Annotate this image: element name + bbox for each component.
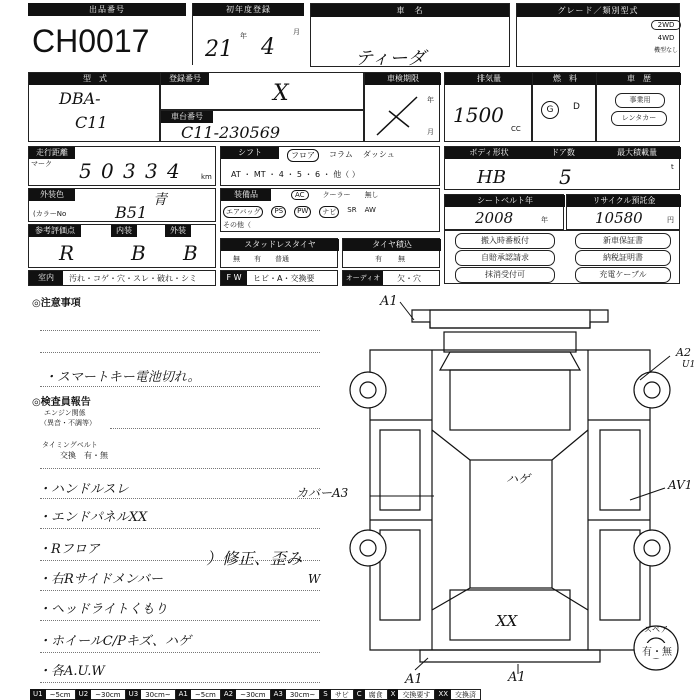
lot-number-box xyxy=(28,3,186,65)
seatbelt-year: 2008 xyxy=(475,209,514,227)
studless-yes: 有 xyxy=(254,255,261,263)
interior-cond-items: 汚れ・コゲ・穴・スレ・破れ・シミ xyxy=(69,274,197,283)
docs-box xyxy=(444,230,680,284)
doc-cancel: 抹消受付可 xyxy=(455,267,555,283)
color-label: 外装色 xyxy=(29,189,75,201)
legend-key: X xyxy=(388,689,399,700)
mileage-digit: 3 xyxy=(123,159,136,183)
displacement-label: 排気量 xyxy=(445,73,533,85)
legend-value: 交換要す xyxy=(398,689,435,700)
studless-box xyxy=(220,238,338,268)
door-count: 5 xyxy=(559,165,572,189)
legend-value: 交換済 xyxy=(451,689,481,700)
note-1: ・スマートキー電池切れ。 xyxy=(44,370,201,385)
inspection-item: ・ハンドルスレ xyxy=(38,482,129,497)
car-name-label: 車 名 xyxy=(311,4,509,17)
mileage-digit: 3 xyxy=(145,159,158,183)
model-label: 型 式 xyxy=(29,73,161,85)
recycle-unit: 円 xyxy=(667,216,674,224)
equip-ps: PS xyxy=(271,206,286,218)
chassis-box xyxy=(160,110,364,142)
engine-label: エンジン関係 xyxy=(44,409,86,417)
damage-av1: AV1 xyxy=(668,478,693,492)
legend-key: A1 xyxy=(176,689,191,700)
seatbelt-label: シートベルト年 xyxy=(445,195,565,207)
grade-box xyxy=(516,3,680,67)
month-unit: 月 xyxy=(293,28,300,36)
load-label: 最大積載量 xyxy=(593,147,681,159)
equipment-box xyxy=(220,188,440,232)
equip-ac: AC xyxy=(291,190,309,200)
exterior-score: B xyxy=(183,241,198,265)
engine-sub: （異音・不調等） xyxy=(40,419,96,427)
shift-dash: ダッシュ xyxy=(362,150,395,159)
reg-no-box xyxy=(160,72,364,110)
shift-box xyxy=(220,146,440,186)
first-registration-box xyxy=(192,3,304,65)
doors-label: ドア数 xyxy=(533,147,593,159)
doc-warranty: 新車保証書 xyxy=(575,233,671,249)
legend-key: A2 xyxy=(221,689,236,700)
car-name: ティーダ xyxy=(355,48,426,69)
mileage-box xyxy=(28,146,216,186)
history-business: 事業用 xyxy=(615,93,665,108)
shift-floor: フロア xyxy=(287,149,319,162)
equip-airbag: エアバッグ xyxy=(223,206,263,218)
body-type: HB xyxy=(477,167,506,188)
inspection-item: ・エンドパネルXX xyxy=(38,510,148,525)
doc-insurance: 自賠承認請求 xyxy=(455,250,555,266)
timing-label: タイミングベルト xyxy=(42,441,98,449)
body-box xyxy=(444,146,680,190)
legend-value: ~30cm xyxy=(236,689,270,700)
lot-number-label: 出品番号 xyxy=(28,3,186,16)
doc-cable: 充電ケーブル xyxy=(575,267,671,283)
equip-other: その他（ xyxy=(223,221,251,229)
damage-a1-rear-right: A1 xyxy=(508,670,526,685)
history-rental: レンタカー xyxy=(611,111,667,126)
fuel-d: D xyxy=(573,102,580,112)
damage-roof: ハゲ xyxy=(506,472,531,486)
year-unit: 年 xyxy=(240,32,247,40)
shift-label: シフト xyxy=(221,147,279,159)
legend-value: サビ xyxy=(331,689,354,700)
inspection-item: ・右Rサイドメンバー xyxy=(38,572,163,587)
inspection-year: 年 xyxy=(427,96,434,104)
recycle-label: リサイクル預託金 xyxy=(567,195,681,207)
fuel-label: 燃 料 xyxy=(533,73,597,85)
tire-no: 無 xyxy=(398,255,405,263)
color: 青 xyxy=(153,192,167,208)
lot-number: CH0017 xyxy=(32,23,150,59)
legend-key: S xyxy=(320,689,330,700)
model-2: C11 xyxy=(75,113,108,132)
interior-cond-label: 室内 xyxy=(29,271,63,285)
timing-value: 交換 有・無 xyxy=(60,451,108,460)
color-no-label: (カラーNo xyxy=(33,210,67,218)
mileage-digit: 4 xyxy=(167,159,180,183)
eval-label: 参考評価点 xyxy=(29,225,81,237)
inspection-box xyxy=(364,72,440,142)
reg-month: 4 xyxy=(261,35,275,60)
color-no: B51 xyxy=(115,203,148,222)
fuel-box xyxy=(532,72,596,142)
cc-unit: CC xyxy=(511,125,521,133)
mileage-digit: 0 xyxy=(101,159,114,183)
seatbelt-box xyxy=(444,194,564,230)
doc-tax: 納税証明書 xyxy=(575,250,671,266)
inspector-title: ◎検査員報告 xyxy=(32,397,91,408)
reg-no-label: 登録番号 xyxy=(161,73,209,85)
damage-a1-rear-left: A1 xyxy=(405,672,423,687)
legend-key: C xyxy=(354,689,365,700)
equip-aw: AW xyxy=(364,206,376,214)
history-box xyxy=(596,72,680,142)
damage-xx: XX xyxy=(496,612,518,630)
equip-none: 無し xyxy=(364,191,379,199)
spare-value: 有・無 xyxy=(642,643,672,658)
legend-value: 腐食 xyxy=(365,689,388,700)
studless-none: 無 xyxy=(233,255,240,263)
chassis-label: 車台番号 xyxy=(161,111,213,123)
fw-items: ヒビ・A・交換要 xyxy=(253,274,315,283)
eval-box xyxy=(28,224,216,268)
doc-plate: 搬入時番板付 xyxy=(455,233,555,249)
legend-key: U1 xyxy=(30,689,46,700)
meter-label: マーク xyxy=(31,160,52,168)
drive-unknown: 機型なし xyxy=(653,47,678,54)
interior-score: B xyxy=(131,241,146,265)
equip-navi: ナビ xyxy=(319,206,339,218)
chassis-number: C11-230569 xyxy=(181,123,281,142)
studless-label: スタッドレスタイヤ xyxy=(221,239,339,251)
km-unit: km xyxy=(201,173,212,181)
grade-label: グレード／類別型式 xyxy=(517,4,679,17)
recycle-amount: 10580 xyxy=(595,209,643,227)
inspection-item: ・ホイールC/Pキズ、ハゲ xyxy=(38,634,191,649)
fw-label: F W xyxy=(221,271,247,285)
shift-transmission: AT ・ MT ・ 4 ・ 5 ・ 6 ・ 他（ ） xyxy=(231,170,360,179)
damage-u1: U1 xyxy=(682,360,696,370)
inspection-label: 車検期限 xyxy=(365,73,441,85)
legend-value: 30cm~ xyxy=(286,689,320,700)
bracket-note: ）修正、歪み xyxy=(206,549,303,568)
tire-yes: 有 xyxy=(375,255,382,263)
inspection-month: 月 xyxy=(427,128,434,136)
mileage-label: 走行距離 xyxy=(29,147,75,159)
legend-key: U3 xyxy=(126,689,142,700)
damage-cover: カバーA3 xyxy=(296,486,349,500)
load-unit: t xyxy=(671,163,674,171)
equip-label: 装備品 xyxy=(221,189,271,201)
model-1: DBA- xyxy=(59,89,101,108)
damage-legend xyxy=(30,689,700,700)
inspection-item: ・各A.U.W xyxy=(38,664,105,679)
damage-a2: A2 xyxy=(676,346,691,359)
equip-sr: SR xyxy=(347,206,357,214)
interior-label: 内装 xyxy=(111,225,137,237)
color-box xyxy=(28,188,216,222)
eval-score: R xyxy=(59,241,75,265)
tire-label: タイヤ積込 xyxy=(343,239,441,251)
body-label: ボディ形状 xyxy=(445,147,533,159)
tire-box xyxy=(342,238,440,268)
legend-value: 30cm~ xyxy=(141,689,175,700)
spare-label: スペア xyxy=(644,625,668,634)
mileage-digit: 5 xyxy=(79,159,92,183)
exterior-label: 外装 xyxy=(165,225,191,237)
audio-box xyxy=(342,270,440,286)
first-reg-label: 初年度登録 xyxy=(193,3,304,16)
legend-key: A3 xyxy=(271,689,286,700)
recycle-box xyxy=(566,194,680,230)
reg-no: X xyxy=(273,81,289,106)
inspection-cross-icon xyxy=(373,91,421,139)
audio-items: 欠・穴 xyxy=(397,274,421,283)
damage-a1-front: A1 xyxy=(380,294,398,309)
interior-cond-box xyxy=(28,270,216,286)
legend-value: ~5cm xyxy=(46,689,76,700)
equip-pw: PW xyxy=(294,206,311,218)
inspection-item: ・ヘッドライトくもり xyxy=(38,602,168,617)
car-name-box xyxy=(310,3,510,67)
shift-column: コラム xyxy=(329,150,353,159)
reg-year: 21 xyxy=(205,37,233,62)
legend-value: ~30cm xyxy=(91,689,125,700)
inspection-item: ・Rフロア xyxy=(38,542,100,557)
legend-value: ~5cm xyxy=(191,689,221,700)
model-box xyxy=(28,72,160,142)
bracket-sub: W xyxy=(308,572,321,586)
fw-box xyxy=(220,270,338,286)
drive-4wd: 4WD xyxy=(657,34,675,42)
legend-key: XX xyxy=(435,689,451,700)
audio-label: オーディオ xyxy=(343,271,383,285)
shift-options xyxy=(287,149,395,162)
studless-normal: 普通 xyxy=(275,255,289,263)
seatbelt-unit: 年 xyxy=(541,216,548,224)
mileage-digits xyxy=(79,159,189,183)
displacement-box xyxy=(444,72,532,142)
legend-key: U2 xyxy=(76,689,92,700)
notes-title: ◎注意事項 xyxy=(32,298,81,309)
displacement: 1500 xyxy=(453,103,504,127)
history-label: 車 歴 xyxy=(597,73,681,85)
fuel-g: G xyxy=(541,101,559,119)
equip-cooler: クーラー xyxy=(322,191,351,199)
drive-2wd: 2WD xyxy=(651,20,681,30)
